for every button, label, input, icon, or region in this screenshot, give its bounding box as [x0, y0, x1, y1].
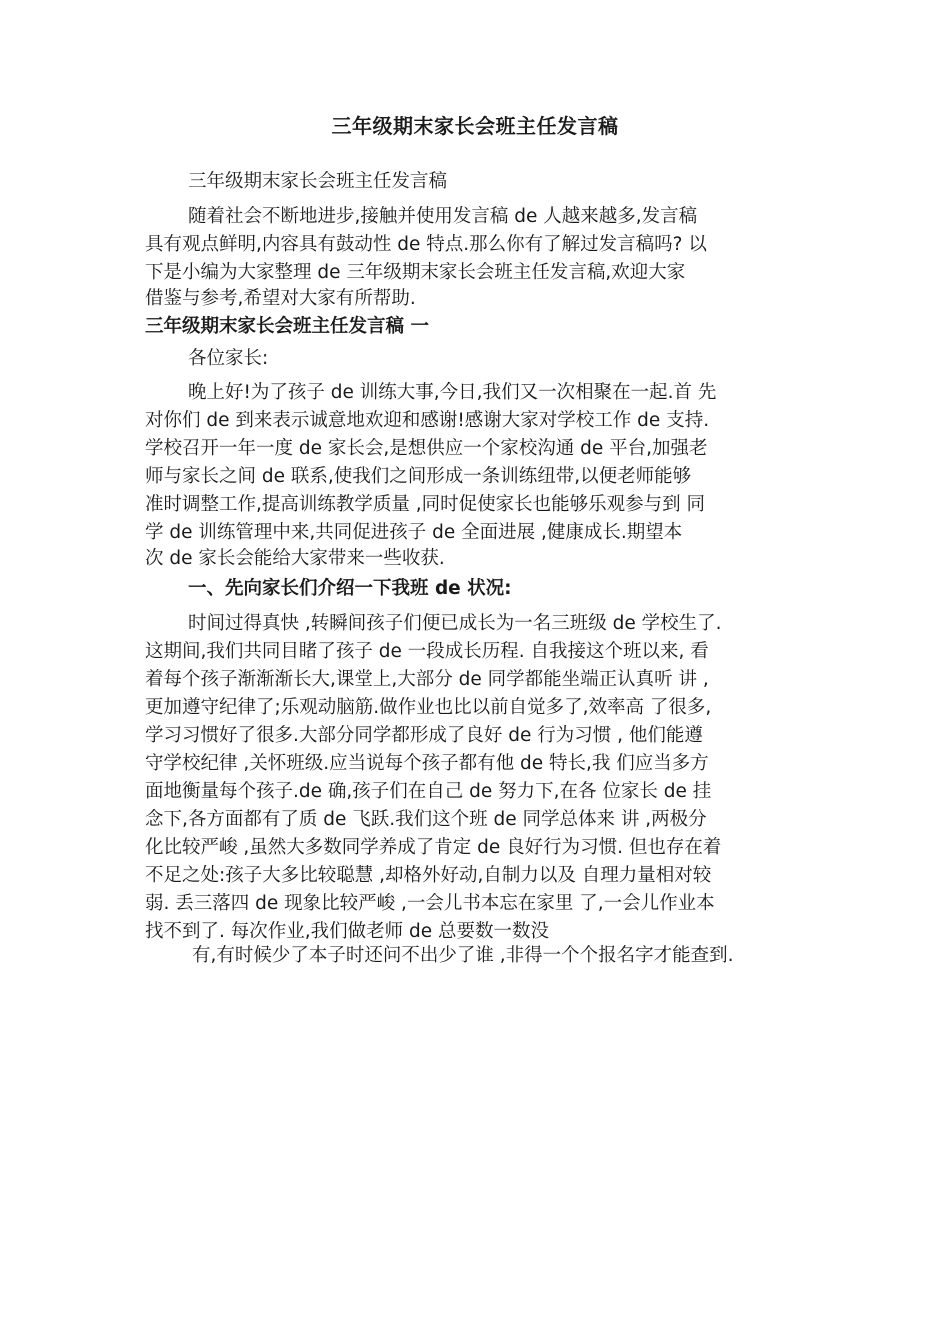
- paragraph-line: 师与家长之间 de 联系,使我们之间形成一条训练纽带,以便老师能够: [145, 466, 692, 487]
- paragraph-line: 对你们 de 到来表示诚意地欢迎和感谢!感谢大家对学校工作 de 支持.: [145, 410, 710, 431]
- intro-line: 借鉴与参考,希望对大家有所帮助.: [145, 288, 416, 309]
- paragraph-line: 学 de 训练管理中来,共同促进孩子 de 全面进展 ,健康成长.期望本: [145, 522, 683, 543]
- paragraph-line: 不足之处:孩子大多比较聪慧 ,却格外好动,自制力以及 自理力量相对较: [145, 865, 712, 886]
- paragraph-line: 着每个孩子渐渐渐长大,课堂上,大部分 de 同学都能坐端正认真听 讲 ,: [145, 669, 709, 690]
- paragraph-line: 晚上好!为了孩子 de 训练大事,今日,我们又一次相聚在一起.首 先: [188, 382, 717, 403]
- paragraph-line: 学习习惯好了很多.大部分同学都形成了良好 de 行为习惯 , 他们能遵: [145, 725, 703, 746]
- paragraph-line: 化比较严峻 ,虽然大多数同学养成了肯定 de 良好行为习惯. 但也存在着: [145, 837, 722, 858]
- paragraph-line: 准时调整工作,提高训练教学质量 ,同时促使家长也能够乐观参与到 同: [145, 494, 706, 515]
- paragraph-line: 弱. 丢三落四 de 现象比较严峻 ,一会儿书本忘在家里 了,一会儿作业本: [145, 893, 715, 914]
- paragraph-line: 次 de 家长会能给大家带来一些收获.: [145, 548, 445, 569]
- paragraph-line: 这期间,我们共同目睹了孩子 de 一段成长历程. 自我接这个班以来, 看: [145, 641, 709, 662]
- paragraph-line: 找不到了. 每次作业,我们做老师 de 总要数一数没: [145, 921, 550, 942]
- document-title: 三年级期末家长会班主任发言稿: [331, 114, 619, 138]
- paragraph-line: 更加遵守纪律了;乐观动脑筋.做作业也比以前自觉多了,效率高 了很多,: [145, 697, 712, 718]
- paragraph-line: 守学校纪律 ,关怀班级.应当说每个孩子都有他 de 特长,我 们应当多方: [145, 753, 709, 774]
- paragraph-line: 念下,各方面都有了质 de 飞跃.我们这个班 de 同学总体来 讲 ,两极分: [145, 809, 707, 830]
- intro-line: 下是小编为大家整理 de 三年级期末家长会班主任发言稿,欢迎大家: [145, 262, 686, 283]
- paragraph-line: 时间过得真快 ,转瞬间孩子们便已成长为一名三班级 de 学校生了.: [188, 613, 722, 634]
- paragraph-line: 学校召开一年一度 de 家长会,是想供应一个家校沟通 de 平台,加强老: [145, 438, 708, 459]
- document-subtitle: 三年级期末家长会班主任发言稿: [188, 171, 448, 192]
- intro-line: 随着社会不断地进步,接触并使用发言稿 de 人越来越多,发言稿: [188, 206, 698, 227]
- paragraph-last-line: 有,有时候少了本子时还问不出少了谁 ,非得一个个报名字才能查到.: [192, 945, 734, 966]
- intro-line: 具有观点鲜明,内容具有鼓动性 de 特点.那么你有了解过发言稿吗? 以: [145, 234, 707, 255]
- greeting: 各位家长:: [188, 348, 269, 369]
- subheading: 一、先向家长们介绍一下我班 de 状况:: [188, 578, 512, 599]
- section-heading: 三年级期末家长会班主任发言稿 一: [145, 316, 429, 337]
- paragraph-line: 面地衡量每个孩子.de 确,孩子们在自己 de 努力下,在各 位家长 de 挂: [145, 781, 712, 802]
